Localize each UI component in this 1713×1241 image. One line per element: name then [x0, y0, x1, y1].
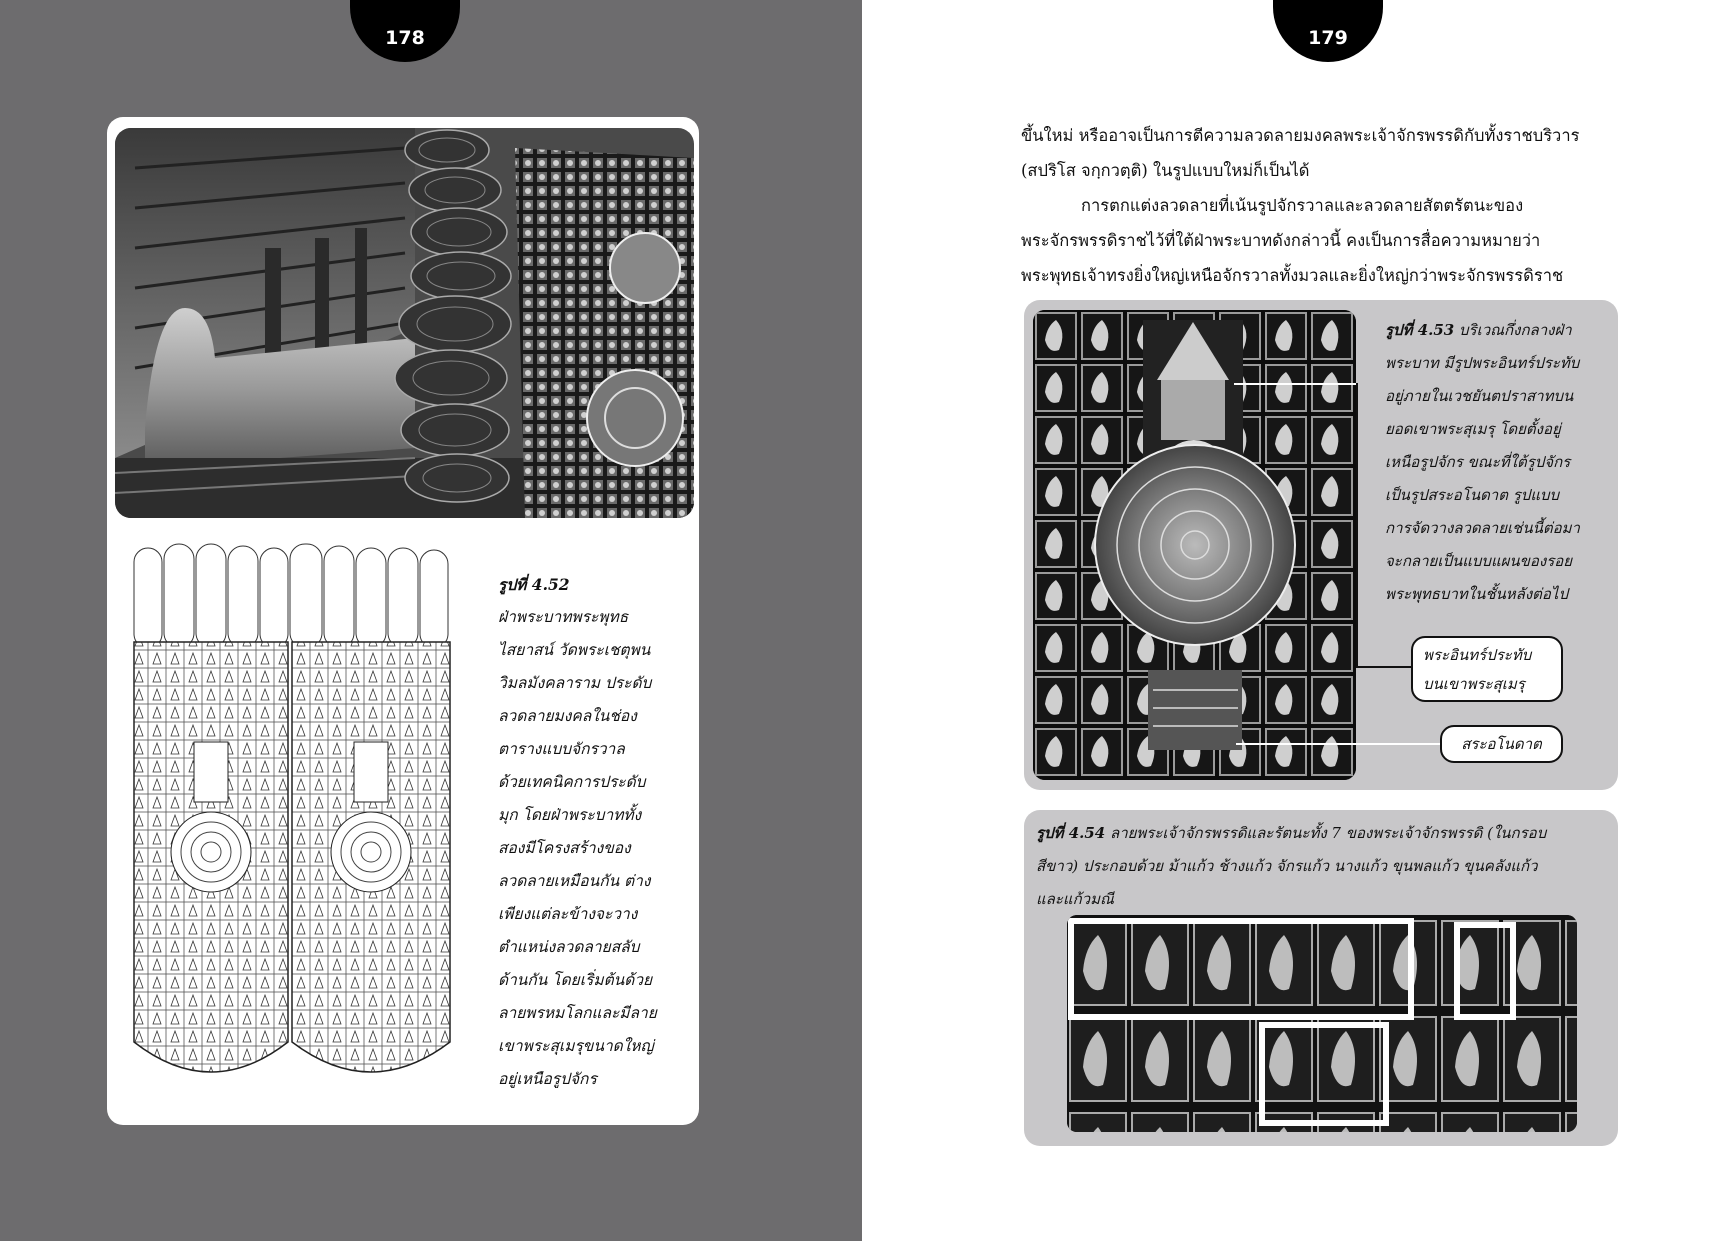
callout-leader-line: [1356, 666, 1412, 668]
page-number-left: 178: [350, 0, 460, 62]
caption-line: ด้วยเทคนิคการประดับ: [498, 773, 646, 791]
page-number-right: 179: [1273, 0, 1383, 62]
body-line: พระจักรพรรดิราชไว้ที่ใต้ฝ่าพระบาทดังกล่าวนี้ คงเป็นการสื่อความหมายว่า: [1021, 231, 1541, 250]
callout-indra-on-sumeru: [1411, 636, 1563, 702]
caption-line: สองมีโครงสร้างของ: [498, 839, 631, 857]
caption-line: วิมลมังคลาราม ประดับ: [498, 674, 652, 692]
callout-leader-line: [1356, 383, 1358, 667]
caption-line: จะกลายเป็นแบบแผนของรอย: [1385, 552, 1573, 570]
body-line: ขึ้นใหม่ หรืออาจเป็นการตีความลวดลายมงคลพระเจ้าจักรพรรดิกับทั้งราชบริวาร: [1021, 126, 1580, 145]
caption-line: มุก โดยฝ่าพระบาททั้ง: [498, 806, 642, 824]
caption-line: ลายพรหมโลกและมีลาย: [498, 1004, 657, 1022]
buddha-soles-drawing: [130, 542, 488, 1079]
caption-line: ลวดลายเหมือนกัน ต่าง: [498, 872, 651, 890]
caption-line: เขาพระสุเมรุขนาดใหญ่: [498, 1037, 654, 1055]
caption-line: ยอดเขาพระสุเมรุ โดยตั้งอยู่: [1385, 420, 1561, 438]
reclining-buddha-photo: [115, 128, 694, 518]
callout-leader-line: [1236, 743, 1440, 745]
body-line: พระพุทธเจ้าทรงยิ่งใหญ่เหนือจักรวาลทั้งมวลและยิ่งใหญ่กว่าพระจักรพรรดิราช: [1021, 266, 1564, 285]
caption-line: ลายพระเจ้าจักรพรรดิและรัตนะทั้ง 7 ของพระเจ้าจักรพรรดิ (ในกรอบ: [1110, 824, 1547, 842]
caption-line: ฝ่าพระบาทพระพุทธ: [498, 608, 629, 626]
caption-line: อยู่เหนือรูปจักร: [498, 1070, 597, 1088]
caption-line: เหนือรูปจักร ขณะที่ใต้รูปจักร: [1385, 453, 1571, 471]
figure-453-title: รูปที่ 4.53: [1385, 321, 1455, 339]
caption-line: การจัดวางลวดลายเช่นนี้ต่อมา: [1385, 519, 1580, 537]
body-paragraph: [1021, 118, 1621, 293]
caption-line: ลวดลายมงคลในช่อง: [498, 707, 637, 725]
caption-line: ด้านกัน โดยเริ่มต้นด้วย: [498, 971, 653, 989]
caption-line: ไสยาสน์ วัดพระเชตุพน: [498, 641, 651, 659]
body-line: การตกแต่งลวดลายที่เน้นรูปจักรวาลและลวดลายสัตตรัตนะของ: [1081, 196, 1524, 215]
caption-line: ตำแหน่งลวดลายสลับ: [498, 938, 640, 956]
figure-454-title: รูปที่ 4.54: [1036, 824, 1106, 842]
caption-line: พระพุทธบาทในชั้นหลังต่อไป: [1385, 585, 1568, 603]
callout-anotatta-pond: สระอโนดาต: [1440, 725, 1563, 763]
figure-453-caption: [1385, 314, 1610, 611]
sole-center-mosaic-photo: [1033, 310, 1356, 780]
figure-454-caption: [1036, 817, 1611, 916]
caption-line: บริเวณกึ่งกลางฝ่า: [1459, 321, 1572, 339]
seven-treasures-mosaic-photo: [1067, 915, 1577, 1132]
callout-leader-line: [1234, 383, 1356, 385]
caption-line: พระบาท มีรูปพระอินทร์ประทับ: [1385, 354, 1580, 372]
caption-line: และแก้วมณี: [1036, 890, 1114, 908]
caption-line: อยู่ภายในเวชยันตปราสาทบน: [1385, 387, 1574, 405]
caption-line: เป็นรูปสระอโนดาต รูปแบบ: [1385, 486, 1560, 504]
figure-452-caption: [498, 568, 688, 1096]
caption-line: สีขาว) ประกอบด้วย ม้าแก้ว ช้างแก้ว จักรแก้ว นางแก้ว ขุนพลแก้ว ขุนคลังแก้ว: [1036, 857, 1538, 875]
callout-line: บนเขาพระสุเมรุ: [1423, 675, 1525, 693]
caption-line: ตารางแบบจักรวาล: [498, 740, 625, 758]
figure-452-title: รูปที่ 4.52: [498, 575, 570, 594]
body-line: (สปริโส จกฺกวตฺติ) ในรูปแบบใหม่ก็เป็นได้: [1021, 161, 1310, 180]
callout-line: พระอินทร์ประทับ: [1423, 646, 1532, 664]
caption-line: เพียงแต่ละข้างจะวาง: [498, 905, 638, 923]
